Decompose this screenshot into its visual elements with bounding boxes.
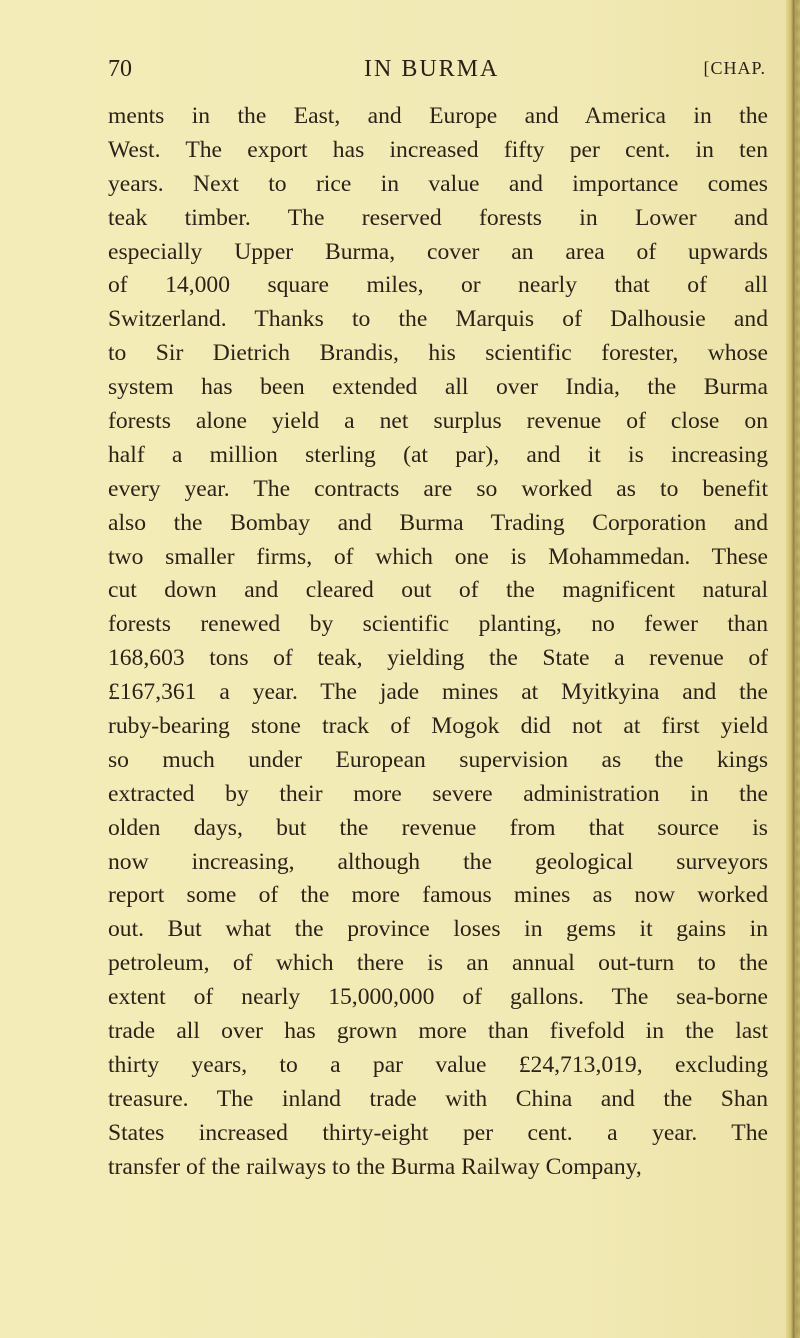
text-line: forests renewed by scientific planting, no fewer than (108, 611, 768, 638)
text-line: extracted by their more severe administration in the (108, 780, 768, 807)
text-line: of 14,000 square miles, or nearly that of all (108, 272, 768, 299)
text-line: years. Next to rice in value and importance comes (108, 170, 768, 197)
text-line: ruby-bearing stone track of Mogok did not at first yield (108, 713, 768, 740)
text-line: 168,603 tons of teak, yielding the State a revenue of (108, 645, 768, 672)
text-line: now increasing, although the geological surveyors (108, 848, 768, 875)
text-line: ments in the East, and Europe and America in the (108, 103, 768, 129)
text-line: so much under European supervision as the kings (108, 746, 768, 773)
book-title: IN BURMA (364, 56, 500, 82)
text-line: olden days, but the revenue from that source is (108, 814, 768, 841)
text-line: thirty years, to a par value £24,713,019, excluding (108, 1051, 768, 1078)
text-line: two smaller firms, of which one is Mohammedan. These (108, 543, 768, 570)
text-line: teak timber. The reserved forests in Lower and (108, 204, 768, 231)
running-head (108, 56, 766, 86)
text-line: also the Bombay and Burma Trading Corporation and (108, 509, 768, 536)
text-line: trade all over has grown more than fivefold in the last (108, 1018, 768, 1045)
text-line: transfer of the railways to the Burma Railway Company, (108, 1153, 642, 1180)
text-line: out. But what the province loses in gems it gains in (108, 916, 768, 943)
page-number: 70 (108, 56, 132, 82)
text-line: system has been extended all over India, the Burma (108, 374, 768, 401)
text-line: every year. The contracts are so worked as to benefit (108, 475, 768, 502)
text-line: extent of nearly 15,000,000 of gallons. The sea-borne (108, 984, 768, 1011)
text-line: especially Upper Burma, cover an area of upwards (108, 238, 768, 265)
text-line: £167,361 a year. The jade mines at Myitkyina and the (108, 679, 768, 706)
text-line: half a million sterling (at par), and it is increasing (108, 441, 768, 468)
page-edge (786, 0, 800, 1338)
text-line: cut down and cleared out of the magnificent natural (108, 577, 768, 604)
text-line: States increased thirty-eight per cent. a year. The (108, 1119, 768, 1146)
text-line: to Sir Dietrich Brandis, his scientific forester, whose (108, 340, 768, 367)
text-line: treasure. The inland trade with China and the Shan (108, 1085, 768, 1112)
chapter-label: [CHAP. (703, 58, 766, 78)
text-line: Switzerland. Thanks to the Marquis of Dalhousie and (108, 306, 768, 333)
text-line: petroleum, of which there is an annual out-turn to the (108, 950, 768, 977)
text-line: forests alone yield a net surplus revenue of close on (108, 408, 768, 435)
text-line: West. The export has increased fifty per cent. in ten (108, 136, 768, 163)
text-line: report some of the more famous mines as now worked (108, 882, 768, 909)
body-text (108, 100, 768, 1185)
